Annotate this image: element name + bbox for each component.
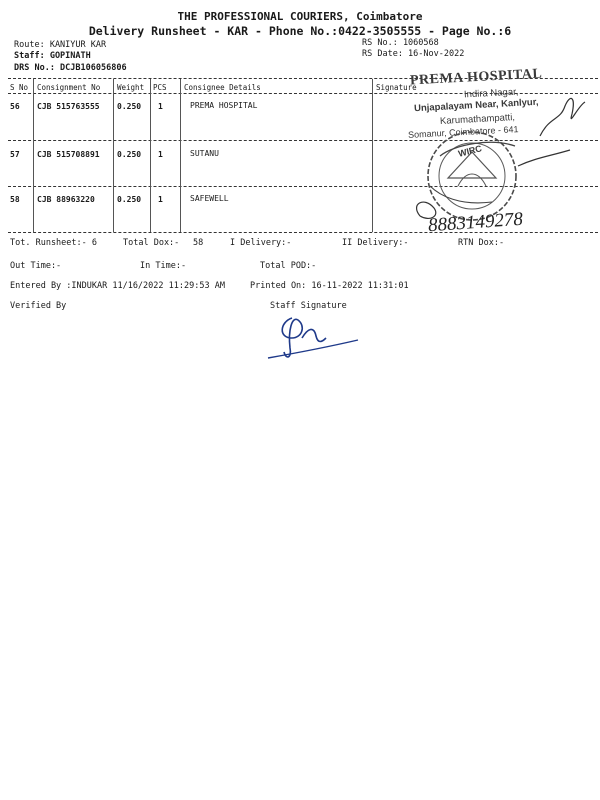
row-sno: 56 <box>10 102 20 111</box>
row-weight: 0.250 <box>117 150 142 159</box>
rs-number: RS No.: 1060568 <box>362 38 439 48</box>
rs-date: RS Date: 16-Nov-2022 <box>362 49 465 59</box>
row-sno: 57 <box>10 150 20 159</box>
stamp-address-line: Indira Nagar, <box>463 86 519 101</box>
header-pcs: PCS <box>153 83 167 92</box>
total-dox-value: 58 <box>193 238 204 248</box>
rtn-dox-label: RTN Dox:- <box>458 238 505 248</box>
row-consignment: CJB 515763555 <box>37 102 100 111</box>
column-rule <box>33 79 34 232</box>
in-time-label: In Time:- <box>140 261 187 271</box>
stamp-hospital-name: PREMA HOSPITAL <box>409 66 543 89</box>
row-pcs: 1 <box>158 195 163 204</box>
total-dox-label: Total Dox:- <box>123 238 180 248</box>
row-consignment: CJB 88963220 <box>37 195 95 204</box>
total-pod-label: Total POD:- <box>260 261 317 271</box>
row-consignee: SUTANU <box>190 149 219 158</box>
verified-by-label: Verified By <box>10 301 67 311</box>
entered-by: Entered By :INDUKAR 11/16/2022 11:29:53 AM <box>10 281 225 291</box>
row-weight: 0.250 <box>117 102 142 111</box>
stamp-address-line: Somanur, Coimbatore - 641 <box>407 124 519 140</box>
ii-delivery-label: II Delivery:- <box>342 238 409 248</box>
row-pcs: 1 <box>158 150 163 159</box>
stamp-address-line: Karumathampatti, <box>439 112 516 127</box>
row-weight: 0.250 <box>117 195 142 204</box>
hospital-stamp <box>400 66 600 242</box>
total-runsheet: Tot. Runsheet:- 6 <box>10 238 97 248</box>
stamp-address-line: Unjapalayam Near, Kanlyur, <box>413 96 539 115</box>
staff-label: Staff: GOPINATH <box>14 51 91 61</box>
company-title: THE PROFESSIONAL COURIERS, Coimbatore <box>177 10 423 23</box>
header-consignment: Consignment No <box>37 83 101 92</box>
header-consignee: Consignee Details <box>184 83 261 92</box>
header-weight: Weight <box>117 83 145 92</box>
seal-text: WIRC <box>457 143 483 159</box>
row-consignment: CJB 515708891 <box>37 150 100 159</box>
row-consignee: PREMA HOSPITAL <box>190 101 258 110</box>
runsheet-title: Delivery Runsheet - KAR - Phone No.:0422-3505555 - Page No.:6 <box>88 24 512 38</box>
handwritten-phone: 8883149278 <box>427 208 524 237</box>
i-delivery-label: I Delivery:- <box>230 238 292 248</box>
route-label: Route: KANIYUR KAR <box>14 40 107 50</box>
header-signature: Signature <box>376 83 417 92</box>
out-time-label: Out Time:- <box>10 261 62 271</box>
column-rule <box>180 79 181 232</box>
row-consignee: SAFEWELL <box>190 194 229 203</box>
column-rule <box>372 79 373 232</box>
row-sno: 58 <box>10 195 20 204</box>
staff-signature-drawing <box>262 308 372 368</box>
column-rule <box>113 79 114 232</box>
printed-on: Printed On: 16-11-2022 11:31:01 <box>250 281 409 291</box>
row-pcs: 1 <box>158 102 163 111</box>
column-rule <box>150 79 151 232</box>
header-sno: S No <box>10 83 29 92</box>
drs-number: DRS No.: DCJB106056806 <box>14 63 127 73</box>
staff-signature-label: Staff Signature <box>270 301 347 311</box>
